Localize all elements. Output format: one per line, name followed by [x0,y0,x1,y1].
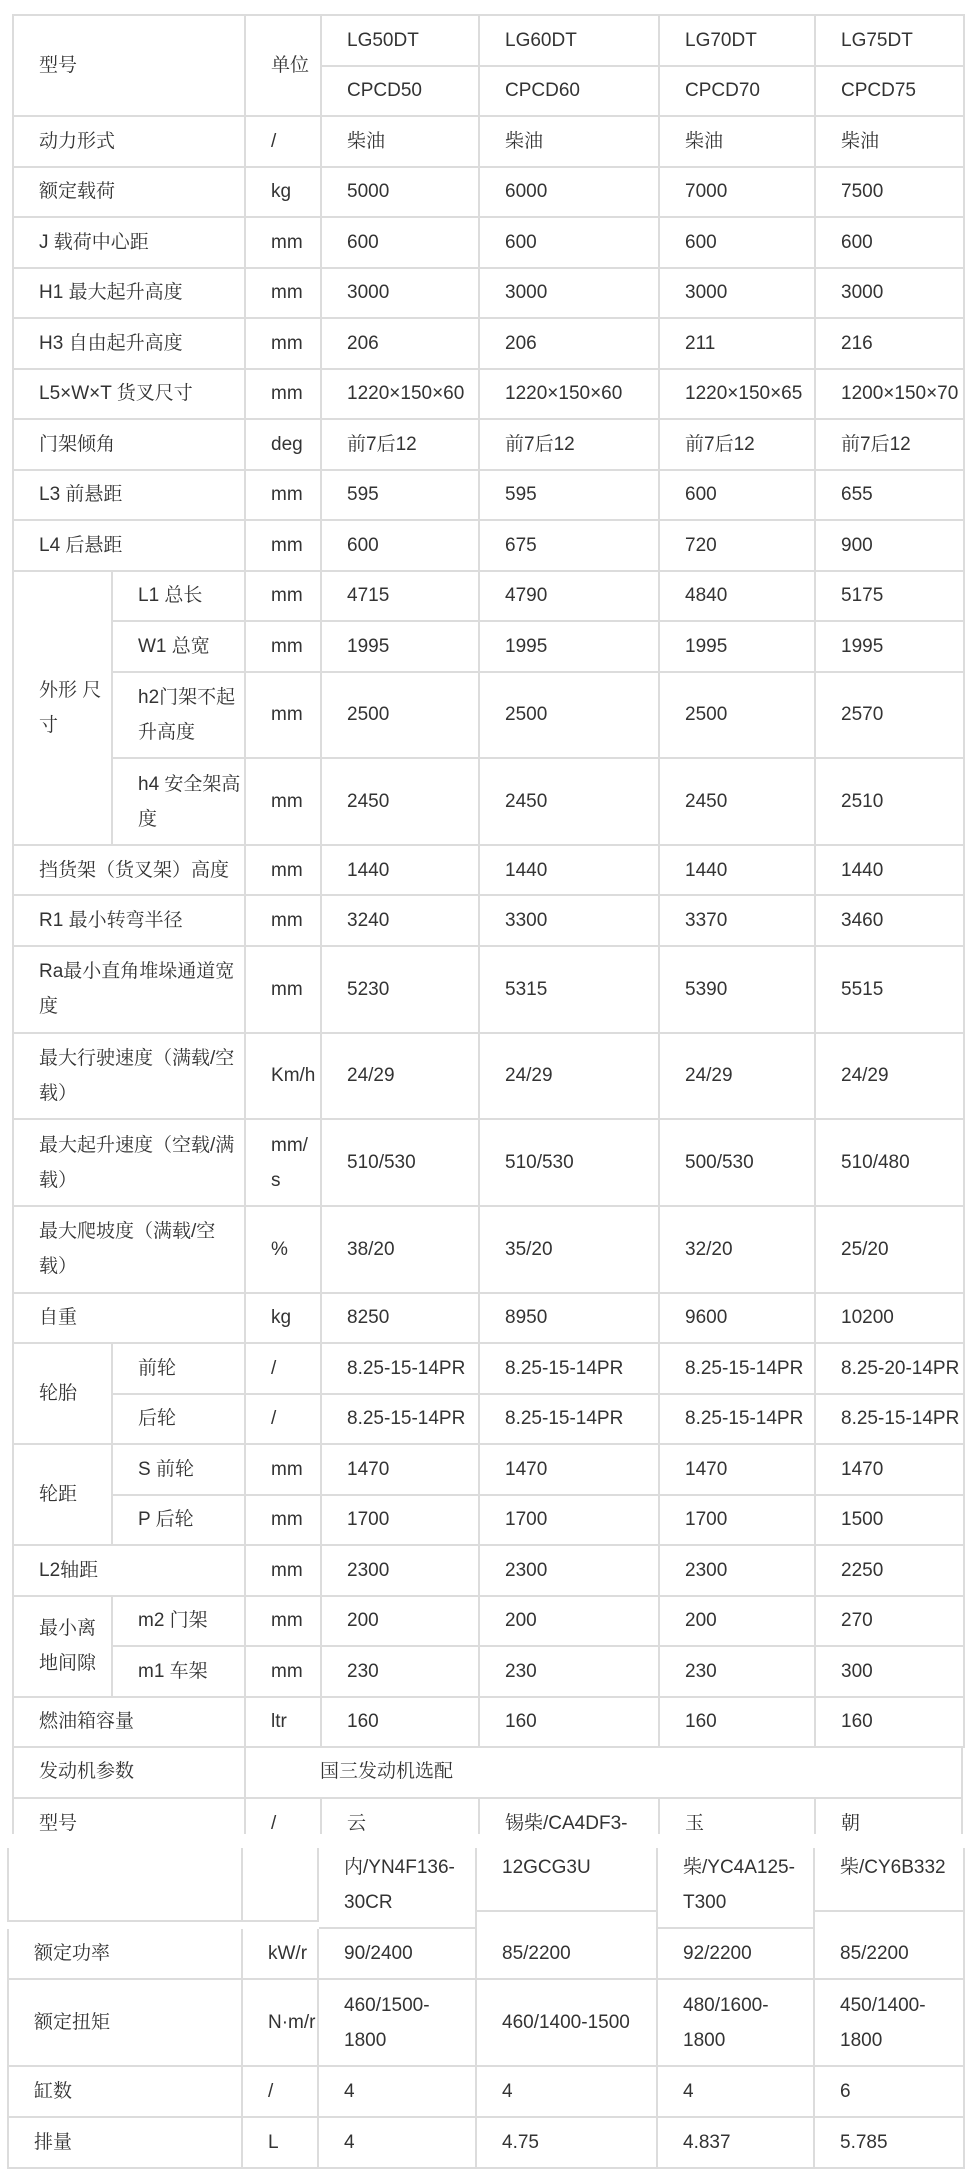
spec-value: 1220×150×60 [479,369,659,420]
spec-row [13,1343,964,1394]
spec-value: 8950 [479,1293,659,1344]
engine-model-rest [815,1848,965,1912]
spec-unit: deg [245,419,321,470]
spec-label: 最大行驶速度（满载/空载） [13,1033,245,1120]
spec-value: 600 [479,217,659,268]
spec-label: L4 后悬距 [13,520,245,571]
spec-label: L3 前悬距 [13,470,245,521]
spec-group-label: 外形 尺寸 [13,571,112,845]
spec-value: 5390 [659,946,815,1033]
spec-value: 230 [659,1646,815,1697]
spec-value: 2250 [815,1545,964,1596]
engine-model-top: 云 [322,1799,480,1834]
spec-value: 8.25-20-14PR [815,1343,964,1394]
spec-value: 3000 [321,268,479,319]
engine-row-value: 85/2200 [477,1912,658,1980]
spec-value: 1470 [479,1444,659,1495]
spec-unit: mm/s [245,1119,321,1206]
spec-unit: / [245,1343,321,1394]
engine-row-value: 85/2200 [815,1912,965,1980]
model-header: 型号 [13,15,245,116]
engine-row-value [477,1980,658,2067]
engine-row-value: 4 [658,2067,815,2118]
spec-unit: mm [245,217,321,268]
engine-row-value: 4.75 [477,2118,658,2169]
spec-value: 3460 [815,895,964,946]
spec-value: 3370 [659,895,815,946]
spec-row [13,470,964,521]
spec-value: 前7后12 [815,419,964,470]
spec-value: 柴油 [479,116,659,167]
spec-unit: mm [245,1545,321,1596]
engine-model-label-cont [7,1848,243,1922]
spec-unit: mm [245,470,321,521]
spec-value: 510/530 [321,1119,479,1206]
spec-unit: kg [245,167,321,218]
engine-row-unit: / [243,2067,319,2118]
spec-row [13,217,964,268]
spec-value: 8.25-15-14PR [659,1394,815,1445]
spec-value: 25/20 [815,1206,964,1293]
spec-value: 300 [815,1646,964,1697]
engine-row-unit: kW/r [243,1929,319,1980]
spec-value: 270 [815,1596,964,1647]
spec-row [13,1646,964,1697]
spec-value: 1440 [659,845,815,896]
engine-model-rest [658,1848,815,1929]
spec-group-label: 轮胎 [13,1343,112,1444]
spec-unit: / [245,116,321,167]
engine-row-value: 5.785 [815,2118,965,2169]
spec-value: 4840 [659,571,815,622]
unit-header: 单位 [245,15,321,116]
engine-model-line: T300 [683,1892,727,1913]
engine-row-value: 92/2200 [658,1929,815,1980]
spec-value: 900 [815,520,964,571]
spec-value: 1995 [321,621,479,672]
spec-value: 595 [479,470,659,521]
spec-row [13,167,964,218]
spec-value: 35/20 [479,1206,659,1293]
spec-value: 前7后12 [659,419,815,470]
spec-value: 1220×150×65 [659,369,815,420]
spec-value: 595 [321,470,479,521]
spec-value: 5000 [321,167,479,218]
spec-value: 24/29 [321,1033,479,1120]
spec-row [13,1495,964,1546]
spec-value: 500/530 [659,1119,815,1206]
spec-row [13,520,964,571]
spec-unit: mm [245,672,321,759]
engine-model-unit-cont [243,1848,319,1922]
engine-model-line: 柴/CY6B332 [840,1857,946,1878]
spec-value: 3000 [479,268,659,319]
spec-sublabel: m2 门架 [112,1596,245,1647]
spec-value: 1220×150×60 [321,369,479,420]
engine-row-label: 缸数 [7,2067,243,2118]
spec-value: 655 [815,470,964,521]
spec-value: 3000 [659,268,815,319]
spec-value: 8.25-15-14PR [815,1394,964,1445]
spec-value: 1700 [321,1495,479,1546]
spec-label: L5×W×T 货叉尺寸 [13,369,245,420]
spec-row [13,369,964,420]
spec-unit: kg [245,1293,321,1344]
spec-label: 自重 [13,1293,245,1344]
spec-row [13,268,964,319]
spec-value: 600 [321,217,479,268]
model-code: CPCD60 [479,66,659,117]
spec-value: 600 [321,520,479,571]
spec-value: 5515 [815,946,964,1033]
spec-value: 3300 [479,895,659,946]
spec-value: 8.25-15-14PR [479,1394,659,1445]
engine-row-value [815,1980,965,2067]
engine-model-rest [477,1848,658,1912]
spec-unit: mm [245,318,321,369]
spec-value: 6000 [479,167,659,218]
spec-row [13,946,964,1033]
engine-model-line: 柴/YC4A125- [683,1857,795,1878]
spec-value: 柴油 [321,116,479,167]
spec-unit: mm [245,1444,321,1495]
engine-row-label: 额定功率 [7,1929,243,1980]
spec-row [13,1545,964,1596]
spec-value: 24/29 [815,1033,964,1120]
spec-value: 160 [659,1697,815,1748]
spec-value: 3240 [321,895,479,946]
spec-label: 最大起升速度（空载/满载） [13,1119,245,1206]
spec-value: 前7后12 [479,419,659,470]
spec-value: 1440 [321,845,479,896]
spec-row [13,1033,964,1120]
spec-row [13,1206,964,1293]
spec-value: 720 [659,520,815,571]
spec-value: 600 [815,217,964,268]
spec-value: 8.25-15-14PR [321,1343,479,1394]
spec-value: 4715 [321,571,479,622]
spec-row [13,895,964,946]
spec-label: Ra最小直角堆垛通道宽度 [13,946,245,1033]
spec-sublabel: m1 车架 [112,1646,245,1697]
engine-row-unit: L [243,2118,319,2169]
header-row-models [13,15,964,66]
spec-unit: mm [245,1646,321,1697]
spec-value: 2300 [659,1545,815,1596]
spec-value: 10200 [815,1293,964,1344]
spec-value: 2570 [815,672,964,759]
spec-label: H3 自由起升高度 [13,318,245,369]
spec-value: 32/20 [659,1206,815,1293]
spec-sublabel: P 后轮 [112,1495,245,1546]
engine-model-line: 内/YN4F136- [344,1857,455,1878]
spec-value: 200 [321,1596,479,1647]
spec-value: 1995 [659,621,815,672]
engine-row-label: 额定扭矩 [7,1980,243,2067]
spec-value: 1995 [479,621,659,672]
spec-unit: ltr [245,1697,321,1748]
spec-unit: Km/h [245,1033,321,1120]
spec-value: 柴油 [815,116,964,167]
spec-table [12,14,965,1748]
spec-unit: mm [245,946,321,1033]
spec-value: 160 [815,1697,964,1748]
spec-row [13,1697,964,1748]
engine-row-unit: N·m/r [243,1980,319,2067]
spec-unit: mm [245,621,321,672]
engine-model-label: 型号 [12,1799,246,1834]
spec-value: 206 [479,318,659,369]
model-code: CPCD50 [321,66,479,117]
spec-value: 200 [659,1596,815,1647]
spec-label: 挡货架（货叉架）高度 [13,845,245,896]
spec-value: 2500 [479,672,659,759]
spec-unit: / [245,1394,321,1445]
spec-row [13,1119,964,1206]
spec-unit: mm [245,1596,321,1647]
spec-unit: mm [245,758,321,845]
model-code: CPCD70 [659,66,815,117]
spec-label: R1 最小转弯半径 [13,895,245,946]
model-name: LG60DT [479,15,659,66]
spec-row [13,419,964,470]
spec-value: 600 [659,217,815,268]
spec-row [13,1293,964,1344]
spec-value: 5175 [815,571,964,622]
engine-row-value: 4 [319,2067,477,2118]
spec-row [13,116,964,167]
spec-value: 1995 [815,621,964,672]
spec-value: 675 [479,520,659,571]
spec-value: 1470 [321,1444,479,1495]
spec-value: 211 [659,318,815,369]
spec-value: 160 [479,1697,659,1748]
spec-unit: mm [245,520,321,571]
spec-row [13,318,964,369]
value-line: 1800 [840,2029,883,2051]
spec-sublabel: L1 总长 [112,571,245,622]
spec-unit: mm [245,895,321,946]
engine-row-value [319,1980,477,2067]
spec-label: 门架倾角 [13,419,245,470]
engine-model-top: 玉 [660,1799,816,1834]
spec-unit: mm [245,571,321,622]
spec-sublabel: 后轮 [112,1394,245,1445]
spec-value: 8.25-15-14PR [659,1343,815,1394]
spec-value: 24/29 [659,1033,815,1120]
spec-value: 8250 [321,1293,479,1344]
spec-label: 最大爬坡度（满载/空载） [13,1206,245,1293]
value-line: 450/1400- [840,1994,926,2016]
spec-row [13,1444,964,1495]
spec-unit: % [245,1206,321,1293]
spec-value: 200 [479,1596,659,1647]
spec-label: 额定载荷 [13,167,245,218]
spec-value: 230 [479,1646,659,1697]
spec-value: 2300 [321,1545,479,1596]
spec-row [13,758,964,845]
model-name: LG50DT [321,15,479,66]
spec-value: 1500 [815,1495,964,1546]
spec-value: 600 [659,470,815,521]
value-line: 480/1600- [683,1994,769,2016]
spec-label: H1 最大起升高度 [13,268,245,319]
spec-value: 2500 [321,672,479,759]
spec-unit: mm [245,268,321,319]
spec-sublabel: S 前轮 [112,1444,245,1495]
spec-value: 24/29 [479,1033,659,1120]
value-line: 460/1400-1500 [502,2012,630,2033]
spec-label: J 载荷中心距 [13,217,245,268]
spec-value: 1440 [479,845,659,896]
spec-value: 5230 [321,946,479,1033]
spec-value: 3000 [815,268,964,319]
spec-label: L2轴距 [13,1545,245,1596]
spec-label: 燃油箱容量 [13,1697,245,1748]
engine-model-rest [319,1848,477,1929]
spec-value: 7000 [659,167,815,218]
spec-value: 4790 [479,571,659,622]
value-line: 460/1500- [344,1994,430,2016]
spec-value: 2450 [321,758,479,845]
engine-model-line: 12GCG3U [502,1857,591,1878]
spec-row [13,672,964,759]
engine-row-value: 4.837 [658,2118,815,2169]
engine-row-label: 排量 [7,2118,243,2169]
spec-value: 7500 [815,167,964,218]
spec-value: 8.25-15-14PR [479,1343,659,1394]
engine-model-line: 30CR [344,1892,393,1913]
spec-unit: mm [245,369,321,420]
engine-label: 发动机参数 [12,1746,246,1799]
model-name: LG75DT [815,15,964,66]
spec-row [13,1394,964,1445]
spec-value: 2500 [659,672,815,759]
spec-row [13,621,964,672]
engine-note: 国三发动机选配 [246,1746,963,1799]
spec-value: 510/530 [479,1119,659,1206]
spec-sublabel: 前轮 [112,1343,245,1394]
spec-value: 1470 [659,1444,815,1495]
spec-value: 1470 [815,1444,964,1495]
spec-value: 2450 [479,758,659,845]
spec-group-label: 轮距 [13,1444,112,1545]
engine-model-unit: / [246,1799,322,1834]
engine-row-value [658,1980,815,2067]
spec-unit: mm [245,845,321,896]
model-name: LG70DT [659,15,815,66]
spec-value: 1700 [479,1495,659,1546]
engine-row-value: 6 [815,2067,965,2118]
spec-value: 160 [321,1697,479,1748]
spec-value: 9600 [659,1293,815,1344]
engine-row-value: 4 [477,2067,658,2118]
spec-label: 动力形式 [13,116,245,167]
engine-row-value: 90/2400 [319,1929,477,1980]
spec-value: 1700 [659,1495,815,1546]
spec-value: 1440 [815,845,964,896]
spec-value: 5315 [479,946,659,1033]
spec-value: 2510 [815,758,964,845]
spec-group-label: 最小离地间隙 [13,1596,112,1697]
spec-sublabel: h4 安全架高度 [112,758,245,845]
spec-value: 230 [321,1646,479,1697]
engine-model-top: 朝 [816,1799,963,1834]
spec-value: 2450 [659,758,815,845]
spec-value: 8.25-15-14PR [321,1394,479,1445]
spec-value: 38/20 [321,1206,479,1293]
spec-value: 206 [321,318,479,369]
spec-row [13,845,964,896]
spec-value: 1200×150×70 [815,369,964,420]
spec-value: 柴油 [659,116,815,167]
model-code: CPCD75 [815,66,964,117]
engine-row-value: 4 [319,2118,477,2169]
spec-unit: mm [245,1495,321,1546]
spec-row [13,571,964,622]
spec-value: 216 [815,318,964,369]
spec-sublabel: h2门架不起升高度 [112,672,245,759]
value-line: 1800 [344,2029,387,2051]
spec-value: 前7后12 [321,419,479,470]
spec-row [13,1596,964,1647]
value-line: 1800 [683,2029,726,2051]
spec-value: 2300 [479,1545,659,1596]
spec-sublabel: W1 总宽 [112,621,245,672]
engine-model-top: 锡柴/CA4DF3- [480,1799,660,1834]
spec-value: 510/480 [815,1119,964,1206]
